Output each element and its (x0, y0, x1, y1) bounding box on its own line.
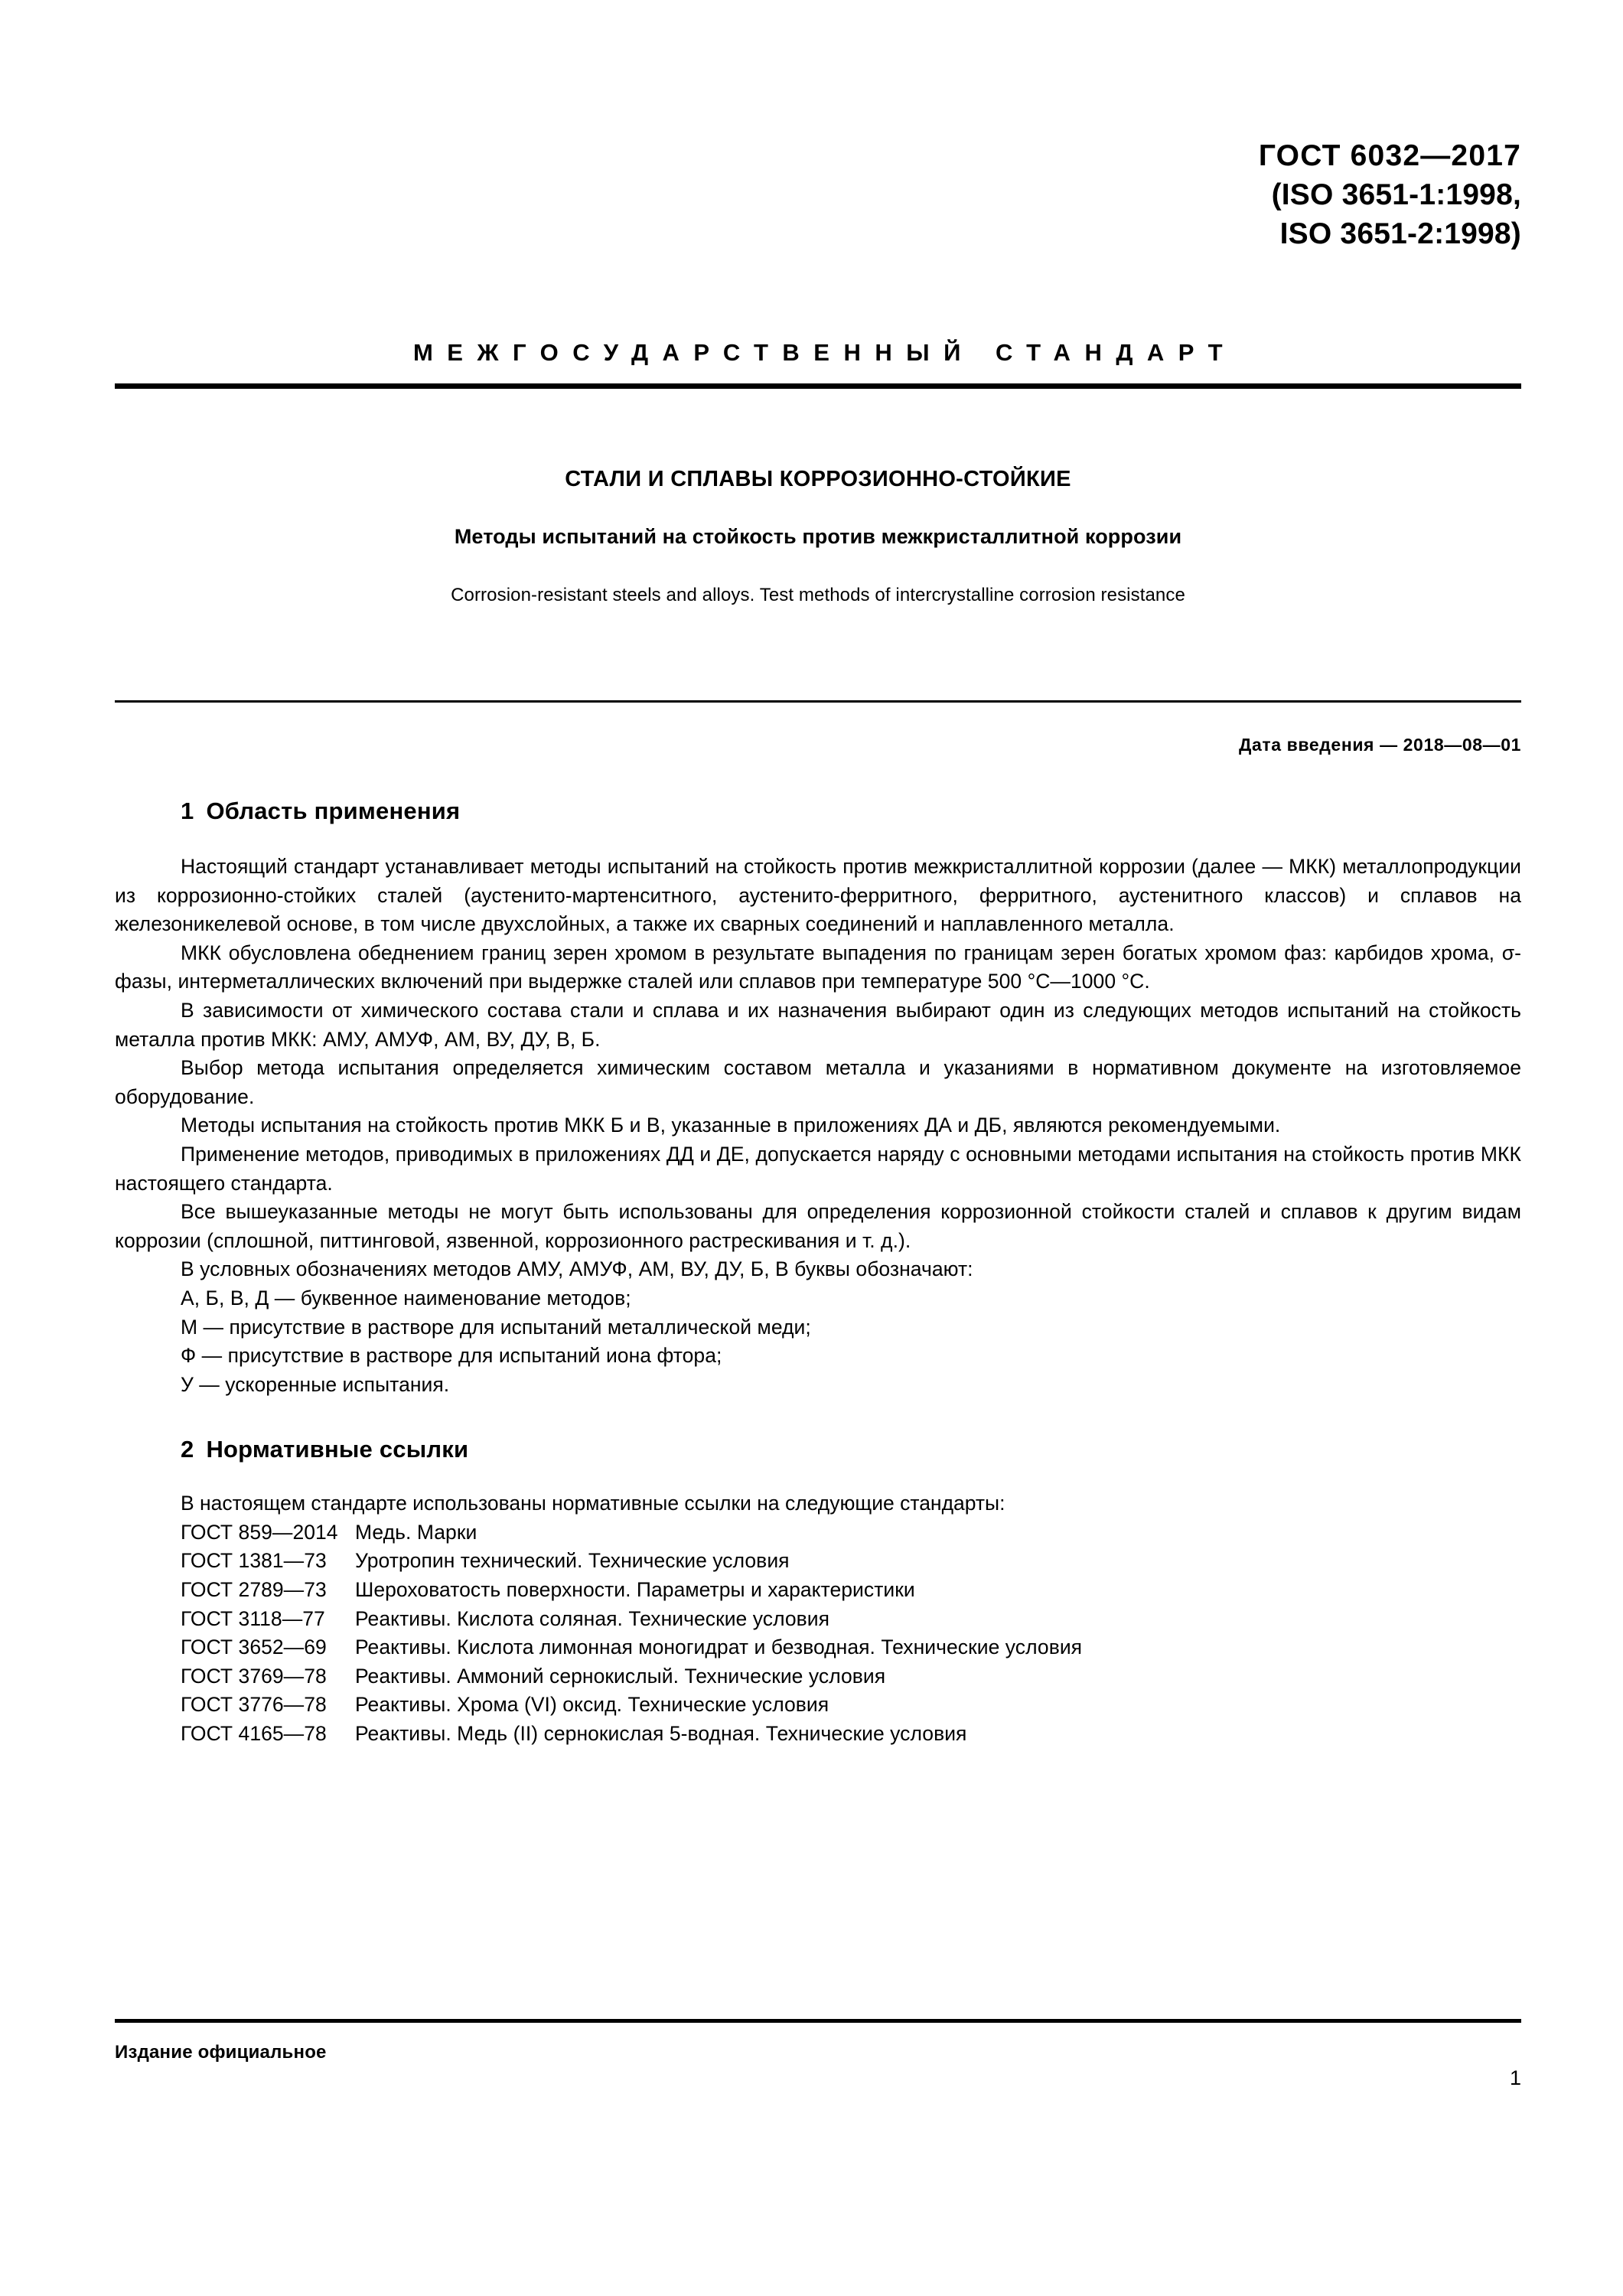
page-subtitle: Методы испытаний на стойкость против межкристаллитной коррозии (454, 525, 1182, 548)
spacer (115, 1463, 1521, 1489)
normative-references-list (115, 1518, 1521, 1749)
gost-code: ГОСТ 859—2014 (181, 1520, 338, 1544)
english-title: Corrosion-resistant steels and alloys. Test methods of intercrystalline corrosion resistance (451, 585, 1185, 605)
list-item: Ф — присутствие в растворе для испытаний иона фтора; (181, 1344, 722, 1368)
section-heading-1 (115, 797, 1521, 825)
scope-paragraph: Методы испытания на стойкость против МКК Б и В, указанные в приложениях ДА и ДБ, являются рекомендуемыми. (181, 1114, 1281, 1137)
section-number-1: 1 (181, 797, 194, 824)
gost-title: Реактивы. Кислота лимонная моногидрат и безводная. Технические условия (355, 1636, 1083, 1659)
list-item (181, 1633, 1521, 1662)
spacer (115, 825, 1521, 853)
gost-code: ГОСТ 2789—73 (181, 1578, 327, 1602)
date-divider-rule (115, 700, 1521, 703)
iso-reference-line-2: ISO 3651-2:1998) (1279, 217, 1521, 250)
scope-paragraph: МКК обусловлена обеднением границ зерен хромом в результате выпадения по границам зерен богатых хромом фаз: карбидов хрома, σ-фазы, интерметаллических включений при выдержке сталей или сплавов при температуре 500 °С—1000 °С. (115, 941, 1521, 993)
gost-code: ГОСТ 3776—78 (181, 1693, 327, 1717)
interstate-standard-label: МЕЖГОСУДАРСТВЕННЫЙ СТАНДАРТ (412, 339, 1237, 366)
section-title-2: Нормативные ссылки (206, 1436, 469, 1463)
list-item (181, 1605, 1521, 1634)
section-title-1: Область применения (206, 797, 461, 824)
spacer (115, 1399, 1521, 1436)
gost-title: Реактивы. Аммоний сернокислый. Технические условия (355, 1664, 886, 1688)
gost-code: ГОСТ 3769—78 (181, 1664, 327, 1688)
gost-title: Реактивы. Хрома (VI) оксид. Технические условия (355, 1693, 829, 1717)
section-heading-2 (115, 1436, 1521, 1463)
normative-refs-intro: В настоящем стандарте использованы нормативные ссылки на следующие стандарты: (181, 1492, 1005, 1515)
list-item (181, 1662, 1521, 1691)
list-item (181, 1576, 1521, 1605)
effective-date: Дата введения — 2018—08—01 (1239, 735, 1521, 755)
page-title: СТАЛИ И СПЛАВЫ КОРРОЗИОННО-СТОЙКИЕ (565, 467, 1071, 491)
gost-title: Шероховатость поверхности. Параметры и характеристики (355, 1578, 915, 1602)
scope-paragraph: В зависимости от химического состава стали и сплава и их назначения выбирают один из следующих методов испытаний на стойкость металла против МКК: АМУ, АМУФ, АМ, ВУ, ДУ, В, Б. (115, 998, 1521, 1051)
gost-title: Медь. Марки (355, 1520, 477, 1544)
scope-paragraph: Применение методов, приводимых в приложениях ДД и ДЕ, допускается наряду с основными методами испытания на стойкость против МКК настоящего стандарта. (115, 1142, 1521, 1195)
band-divider-rule (115, 383, 1521, 389)
list-item (181, 1720, 1521, 1749)
list-item (181, 1691, 1521, 1720)
interstate-standard-band (115, 339, 1521, 389)
scope-paragraph: Настоящий стандарт устанавливает методы испытаний на стойкость против межкристаллитной коррозии (далее — МКК) металлопродукции из коррозионно-стойких сталей (аустенито-мартенситного, аустенито-ферритного, ферритного, аустенитного классов) и сплавов на железоникелевой основе, в том числе двухслойных, а также их сварных соединений и наплавленного металла. (115, 855, 1521, 936)
scope-paragraph: В условных обозначениях методов АМУ, АМУФ, АМ, ВУ, ДУ, Б, В буквы обозначают: (181, 1257, 973, 1281)
iso-reference-line-1: (ISO 3651-1:1998, (1271, 178, 1521, 211)
page-number: 1 (1509, 2066, 1521, 2089)
standard-designation (1259, 136, 1521, 253)
list-item: У — ускоренные испытания. (181, 1372, 450, 1396)
gost-title: Уротропин технический. Технические условия (355, 1549, 790, 1573)
gost-code: ГОСТ 3652—69 (181, 1636, 327, 1659)
list-item (181, 1547, 1521, 1576)
letter-meaning-list (115, 1284, 1521, 1399)
footer-divider-rule (115, 2019, 1521, 2023)
official-edition-note: Издание официальное (115, 2042, 327, 2063)
title-block (115, 467, 1521, 606)
list-item: М — присутствие в растворе для испытаний металлической меди; (181, 1315, 811, 1339)
gost-title: Реактивы. Кислота соляная. Технические условия (355, 1606, 830, 1630)
gost-title: Реактивы. Медь (II) сернокислая 5-водная. Технические условия (355, 1722, 967, 1746)
list-item (181, 1518, 1521, 1548)
gost-number: ГОСТ 6032—2017 (1258, 139, 1521, 172)
document-body (115, 797, 1521, 1749)
scope-paragraph: Выбор метода испытания определяется химическим составом металла и указаниями в нормативном документе на изготовляемое оборудование. (115, 1056, 1521, 1108)
list-item: А, Б, В, Д — буквенное наименование методов; (181, 1286, 631, 1309)
gost-code: ГОСТ 1381—73 (181, 1549, 327, 1573)
section-number-2: 2 (181, 1436, 194, 1463)
gost-code: ГОСТ 3118—77 (181, 1606, 325, 1630)
gost-code: ГОСТ 4165—78 (181, 1722, 327, 1746)
scope-paragraph: Все вышеуказанные методы не могут быть использованы для определения коррозионной стойкости сталей и сплавов к другим видам коррозии (сплошной, питтинговой, язвенной, коррозионного растрескивания и т. д.). (115, 1200, 1521, 1252)
